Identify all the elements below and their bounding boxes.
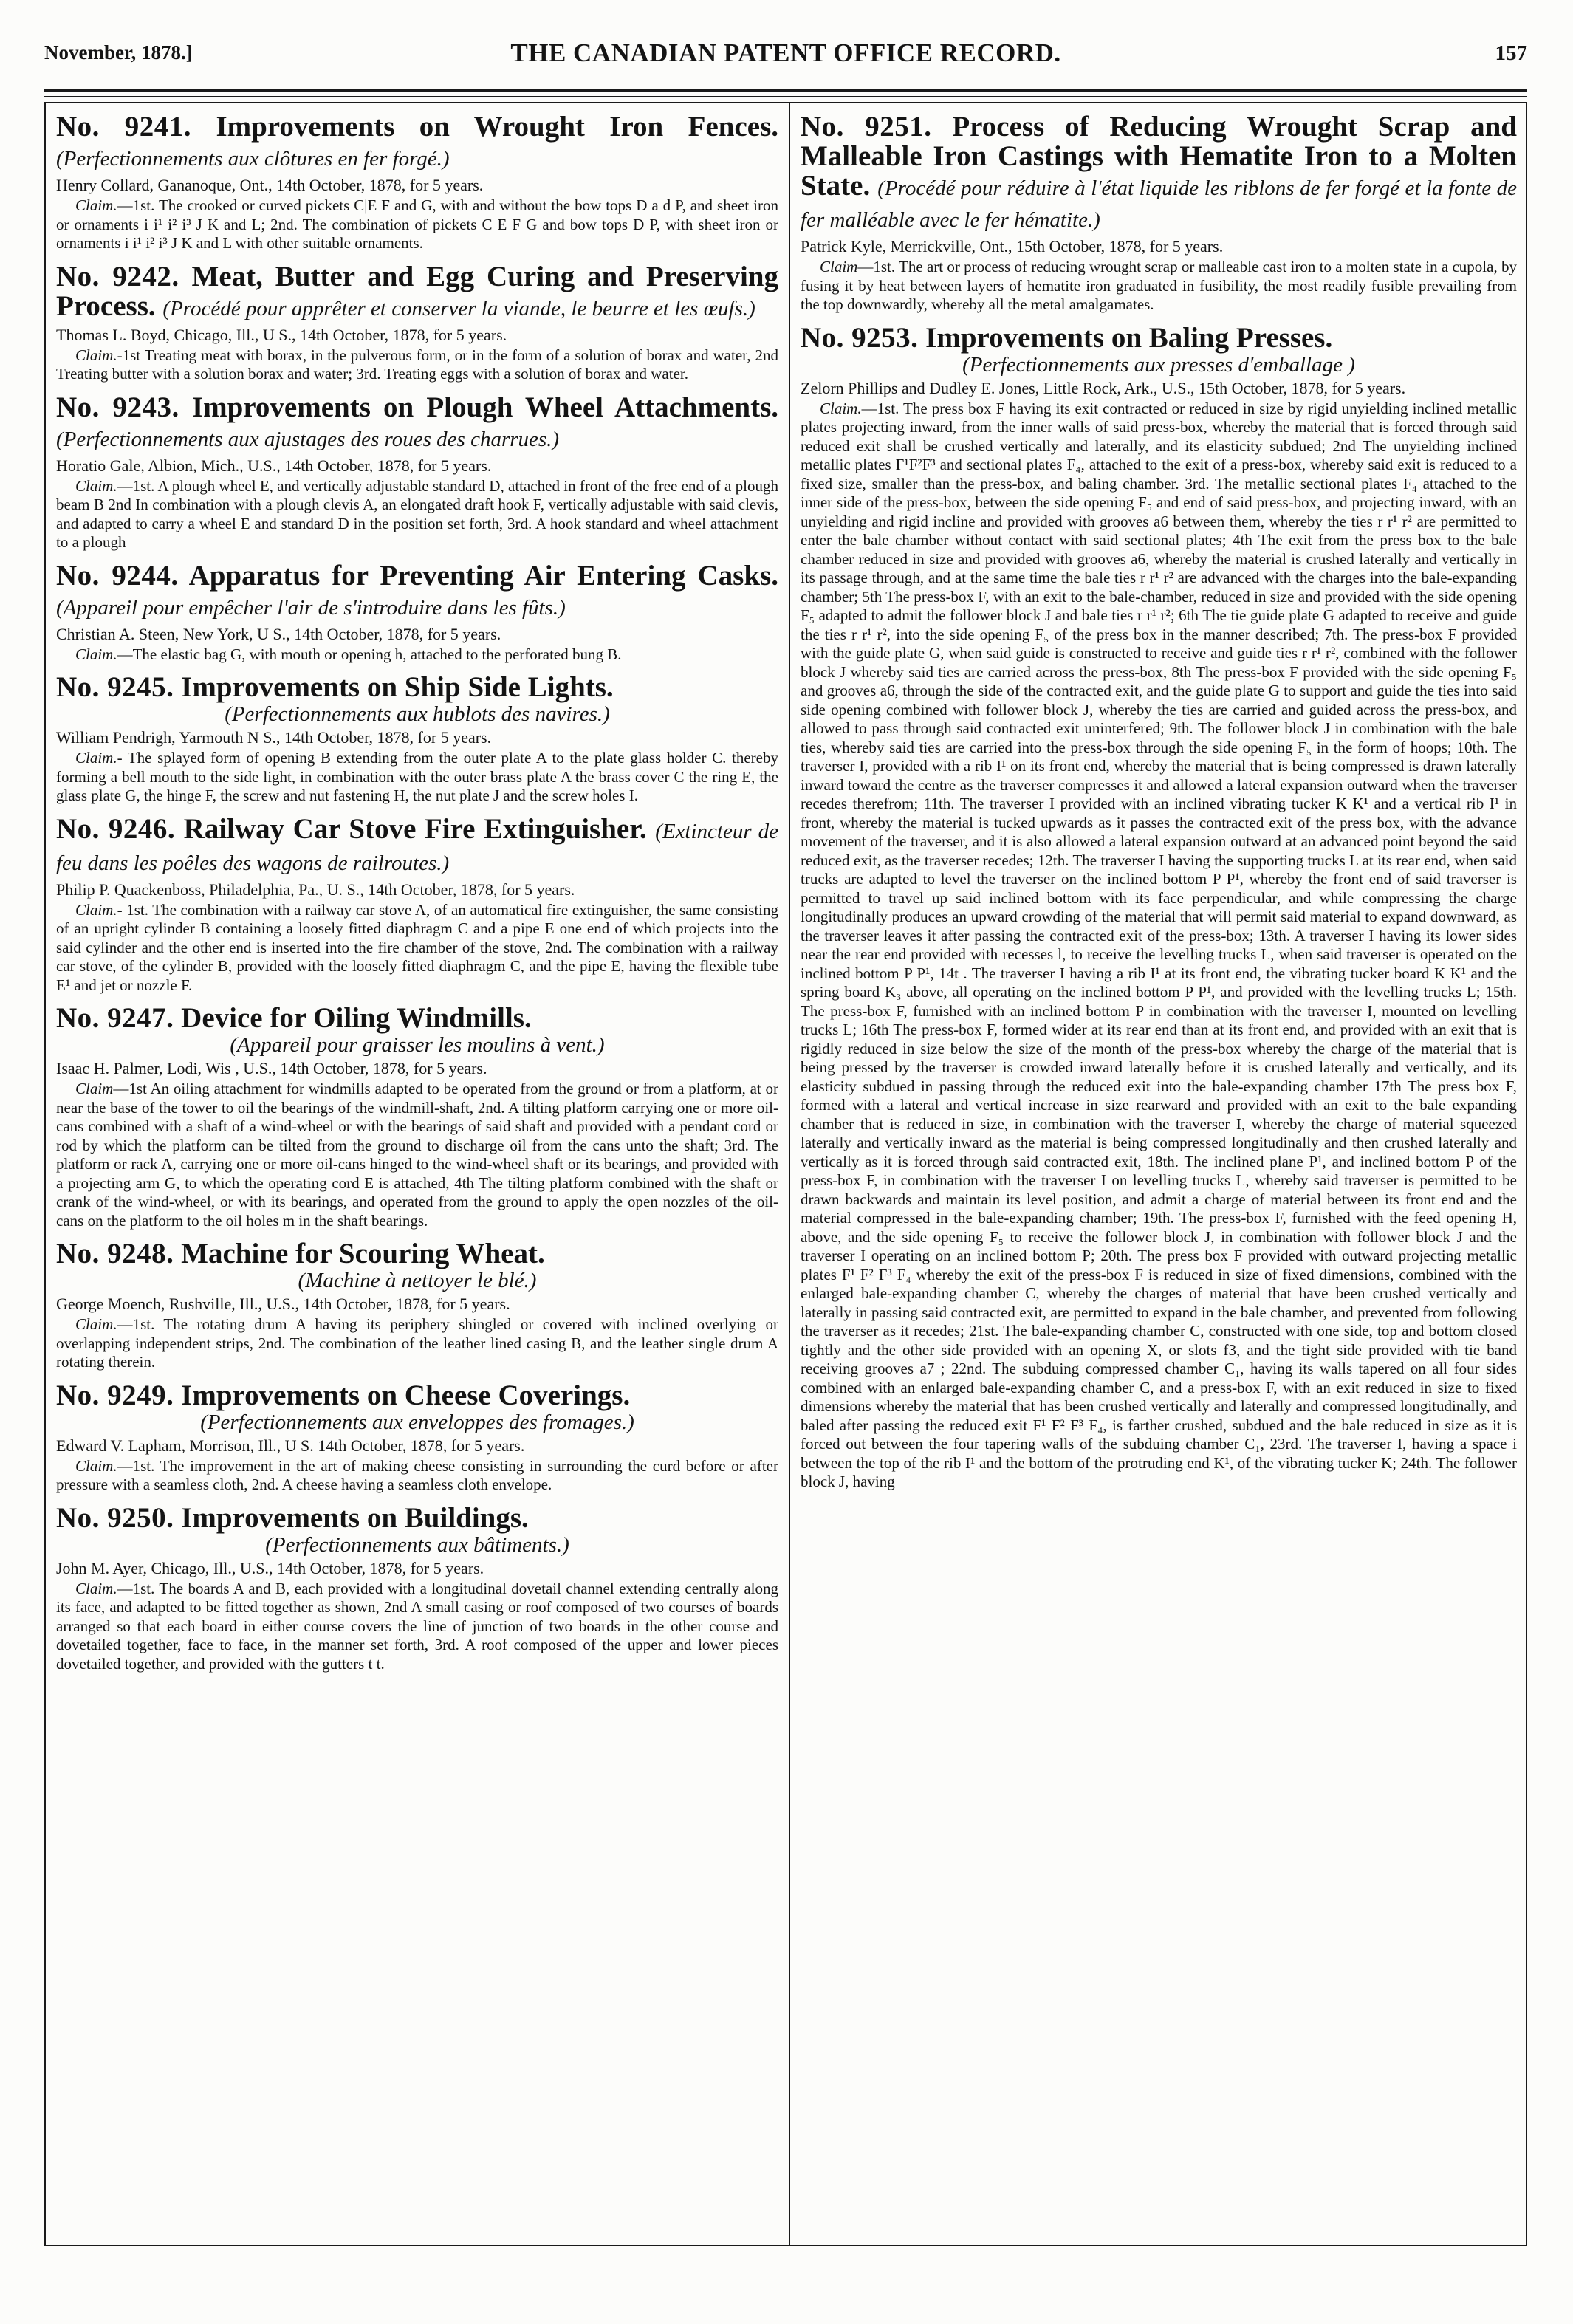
entry-french-title: (Appareil pour empêcher l'air de s'introduire dans les fûts.) [56,595,566,620]
entry-claim [56,1580,778,1674]
entry-number: No. 9253. [801,321,919,354]
entry-claim [56,1457,778,1495]
patent-entry-9245 [56,673,778,806]
entry-claim [801,400,1517,1492]
entry-heading [801,112,1517,235]
entry-claim [56,346,778,384]
patent-entry-9246 [56,812,778,995]
entry-number: No. 9248. [56,1238,174,1269]
entry-patentee: Christian A. Steen, New York, U S., 14th October, 1878, for 5 years. [56,624,501,643]
entry-patentee: William Pendrigh, Yarmouth N S., 14th October, 1878, for 5 years. [56,728,492,747]
left-column [56,112,778,2239]
entry-patentee: Patrick Kyle, Merrickville, Ont., 15th October, 1878, for 5 years. [801,237,1224,256]
entry-claim [56,645,778,665]
entry-heading [56,112,778,174]
claim-label: Claim. [75,1456,117,1475]
entry-french-title: (Extincteur de feu dans les poêles des wagons de railroutes.) [56,819,778,875]
entry-number: No. 9250. [56,1501,174,1534]
entry-title: Device for Oiling Windmills. [181,1002,532,1034]
entry-number: No. 9247. [56,1002,174,1034]
entry-patentee: Henry Collard, Gananoque, Ont., 14th October, 1878, for 5 years. [56,176,484,194]
entry-french-title: (Perfectionnements aux presses d'emballage ) [962,352,1355,377]
entry-title: Improvements on Wrought Iron Fences. [216,112,778,143]
claim-label: Claim [820,258,858,275]
entry-number: No. 9246. [56,812,176,845]
patent-entry-9253 [801,323,1517,1492]
entry-patentee: Isaac H. Palmer, Lodi, Wis , U.S., 14th October, 1878, for 5 years. [56,1059,487,1077]
running-head [44,38,1527,78]
entry-french-title: (Procédé pour réduire à l'état liquide les riblons de fer forgé et la fonte de fer malléable avec le fer hématite.) [801,176,1517,232]
entry-heading [56,1004,778,1033]
entry-title: Improvements on Buildings. [181,1501,529,1534]
entry-title: Meat, Butter and Egg Curing and Preserving Process. [56,260,778,322]
claim-text: —1st. The improvement in the art of making cheese consisting in surrounding the curd before or after pressure with a seamless cloth, 2nd. A cheese having a seamless cloth envelope. [56,1456,778,1493]
entry-french-title: (Perfectionnements aux ajustages des roues des charrues.) [56,427,560,451]
column-divider [789,102,790,2246]
entry-number: No. 9249. [56,1379,174,1411]
entry-title: Improvements on Plough Wheel Attachments. [191,391,778,423]
claim-text: —1st. The boards A and B, each provided with a longitudinal dovetail channel extending centrally along its face, and adapted to be fitted together as shown, 2nd A small casing or roof composed of two courses of boards arranged so that each board in either course covers the line of junction of two boards in the other course and dovetailed together, face to face, in the manner set forth, 3rd. A roof composed of the upper and lower pieces dovetailed together, and provided with the gutters t t. [56,1579,778,1673]
entry-claim [56,196,778,253]
claim-label: Claim. [75,900,117,919]
header-rule-heavy [44,89,1527,92]
entry-patentee: John M. Ayer, Chicago, Ill., U.S., 14th October, 1878, for 5 years. [56,1558,484,1577]
entry-patentee: George Moench, Rushville, Ill., U.S., 14th October, 1878, for 5 years. [56,1295,510,1313]
patent-entry-9250 [56,1501,778,1674]
patent-entry-9241 [56,112,778,253]
entry-heading [56,1381,778,1410]
entry-title: Improvements on Cheese Coverings. [181,1379,631,1411]
page-number: 157 [1495,41,1527,65]
entry-heading [56,262,778,323]
claim-label: Claim [75,1080,114,1097]
entry-number: No. 9244. [56,559,179,592]
patent-entry-9249 [56,1381,778,1495]
entry-number: No. 9242. [56,260,179,292]
entry-number: No. 9241. [56,112,192,143]
entry-title: Improvements on Baling Presses. [925,321,1333,354]
entry-number: No. 9245. [56,671,174,703]
entry-heading [56,561,778,623]
claim-label: Claim. [75,749,117,767]
entry-french-title: (Perfectionnements aux enveloppes des fromages.) [200,1410,634,1434]
entry-french-title: (Procédé pour apprêter et conserver la viande, le beurre et les œufs.) [162,296,755,321]
header-rule-light [44,96,1527,97]
claim-label: Claim. [75,645,117,663]
entry-heading [801,323,1517,353]
claim-text: —The elastic bag G, with mouth or opening h, attached to the perforated bung B. [117,645,622,663]
patent-entry-9242 [56,262,778,384]
entry-patentee: Edward V. Lapham, Morrison, Ill., U S. 14th October, 1878, for 5 years. [56,1436,525,1455]
entry-claim [56,1080,778,1230]
entry-heading [56,673,778,702]
entry-french-title: (Perfectionnements aux bâtiments.) [265,1532,569,1557]
entry-number: No. 9243. [56,391,179,423]
claim-label: Claim. [820,399,862,417]
claim-text: - 1st. The combination with a railway car stove A, of an automatical fire extinguisher, the same consisting of an upright cylinder B containing a loosely fitted diaphragm C and a pipe E one end of which projects into the said cylinder and the other end is inserted into the fire chamber of the stove, 2nd. The combination with a railway car stove, of the cylinder B, provided with the loosely fitted diaphragm C, and the pipe E, having the flexible tube E¹ and jet or nozzle F. [56,900,778,994]
claim-text: —1st. The press box F having its exit contracted or reduced in size by rigid unyielding inclined metallic plates projecting inward, from the inner walls of said press-box, whereby the material that is forced through said reduced exit shall be crushed vertically and laterally, and its elasticity subdued; 2nd The unyielding inclined metallic plates F¹F²F³ and sectional plates F₄, attached to the exit of a press-box, whereby said exit is reduced to a fixed size, smaller than the press-box, and baling chamber. 3rd. The metallic sectional plates F₄ attached to the inner side of the press-box, between the side opening F₅ and end of said press-box, and projecting inward, with an unyielding and rigid incline and provided with grooves a6 between them, whereby the ties r r¹ r² are permitted to enter the bale chamber without contact with said sectional plates; 4th The exit from the press box to the bale chamber reduced in size and provided with grooves a6, whereby the material is crushed laterally and vertically in its passage through, and at the same time the bale ties r r¹ r² are advanced with the charges into the bale-expanding chamber; 5th The press-box F, with an exit to the bale-chamber, reduced in size and provided with the side opening F₅ adapted to admit the follower block J and bale ties r r¹ r²; 6th The tie guide plate G adapted to receive and guide the ties r r¹ r², into the side opening F₅ of the press box in the manner described; 7th. The press-box F provided with the guide plate G, when said guide is constructed to receive and guide ties r r¹ r², combined with the follower block J whereby said ties are carried across the press-box, 8th The press-box F provided with the side opening F₅ and grooves a6, through the side of the contracted exit, and the guide plate G to support and guide the ties into said side opening combined with follower block J, whereby the ties are carried and guided across the press-box, and allowed to pass through said contracted exit uninterfered; 9th. The follower block J in combination with the bale ties, whereby said ties are carried into the press-box through the side opening F₅ in the form of hoops; 10th. The traverser I, provided with a rib I¹ on its front end, whereby the material that is being compressed is drawn laterally inward toward the centre as the traverser compresses it and allowed a lateral expansion outward when the traverser recedes therefrom; 11th. The traverser I provided with an inclined vibrating tucker K K¹ and a vertical rib I¹ in front, whereby the material is tucked upwards as it passes the contracted exit of the press box, with the advance movement of the traverser, and it is also allowed a lateral expansion outward at an advanced point beyond the said reduced exit, as the traverser recedes; 12th. The traverser I having the supporting trucks L at its rear end, when said trucks are adapted to level the traverser on the inclined bottom P P¹, whereby the front end of said traverser is permitted to travel up said inclined bottom with its face perpendicular, and while compressing the charge longitudinally produces an upward crowding of the material that will permit said material to expand downward, as the traverser leaves it after passing the contracted exit of the press-box; 13th. A traverser I having its lower sides near the rear end provided with recesses l, to receive the levelling trucks L, when said traverser is operated on the inclined bottom P P¹, 14t . The traverser I having a rib I¹ at its front end, the vibrating tucker board K K¹ and the spring board K₃ above, all operating on the inclined bottom P P¹, and provided with the levelling trucks L; 15th. The press-box F, furnished with an inclined bottom P in combination with the traverser I, mounted on levelling trucks L; 16th The press-box F, formed wider at its rear end than at its front end, and provided with an exit that is rigidly reduced in size below the size of the month of the press-box whereby the charge of the material that is being pressed by the traverser is crowded inward laterally before it is crushed laterally and vertically, and its elasticity subdued in passing through the reduced exit into the bale-expanding chamber 17th The press box F, formed with a lateral and vertical increase in size rearward and provided with an exit to the bale expanding chamber that is reduced in size, in combination with the traverser I, whereby the charge of material squeezed laterally and vertically inward as the material is being compressed longitudinally and then crushed laterally and vertically as it is forced through said contracted exit, 18th. The inclined plane P¹, and inclined bottom P of the press-box F, in combination with the traverser I on levelling trucks L, whereby said traverser is permitted to be drawn backwards and maintain its level position, and admit a charge of material between its front end and the material compressed in the bale-expanding chamber; 19th. The press-box F, furnished with the feed opening H, above, and the side opening F₅ to receive the follower block J, in combination with follower block J and the traverser I operating on an inclined bottom P; 20th. The press box F provided with outward projecting metallic plates F¹ F² F³ F₄ whereby the exit of the press-box F is reduced in size of fixed dimensions, combined with the enlarged bale-expanding chamber C, whereby the charges of material that have been crushed vertically and laterally in passing said contracted exit, are permitted to expand in the bale chamber, and prevented from following the traverser as it recedes; 21st. The bale-expanding chamber C, constructed with one side, top and bottom closed tightly and the other side provided with an opening X, or slots f3, and the tight side provided with tie band receiving grooves a7 ; 22nd. The subduing compressed chamber C₁, having its walls tapered on all four sides combined with an enlarged bale-expanding chamber C, and a press-box F, with an exit reduced in size to fixed dimensions whereby the material that has been crushed vertically and laterally and compressed longitudinally, and baled after passing the reduced exit F¹ F² F³ F₄, is farther crushed, subdued and the bale reduced in size as it is forced out between the four tapering walls of the subduing chamber C₁, 23rd. The traverser I, having a space i between the top of the rib I¹ and the bottom of the protruding end K¹, of the vibrating tucker K; 24th. The follower block J, having [801,399,1517,1490]
entry-title: Apparatus for Preventing Air Entering Casks. [188,559,778,592]
entry-french-title: (Machine à nettoyer le blé.) [298,1269,537,1292]
claim-text: —1st An oiling attachment for windmills adapted to be operated from the ground or from a platform, at or near the base of the tower to oil the bearings of the windmill-shaft, 2nd. A tilting platform carrying one or more oil-cans combined with a shaft of a wind-wheel or with the bearings of said shaft and provided with a pendant cord or rod by which the platform can be tilted from the ground to discharge oil from the cans unto the shaft; 3rd. The platform or rack A, carrying one or more oil-cans hinged to the wind-wheel shaft or its bearings, and provided with a projecting arm G, to which the operating cord E is attached, 4th The tilting platform combined with the shaft or crank of the wind-wheel, or with its bearings, and operated from the ground to apply the open nozzles of the oil-cans on the platform to the oil holes m in the shaft bearings. [56,1080,778,1230]
claim-label: Claim. [75,1579,117,1597]
right-column [801,112,1517,2239]
entry-claim [56,477,778,552]
patent-entry-9243 [56,393,778,552]
entry-patentee: Philip P. Quackenboss, Philadelphia, Pa., U. S., 14th October, 1878, for 5 years. [56,880,575,899]
entry-heading [56,1239,778,1269]
entry-claim [801,258,1517,315]
claim-label: Claim. [75,476,117,495]
entry-title: Process of Reducing Wrought Scrap and Malleable Iron Castings with Hematite Iron to a Molten State. [801,112,1517,202]
entry-french-title: (Appareil pour graisser les moulins à vent.) [230,1033,605,1057]
patent-entry-9247 [56,1004,778,1230]
journal-title: THE CANADIAN PATENT OFFICE RECORD. [510,38,1061,67]
issue-date: November, 1878.] [44,41,193,64]
entry-patentee: Zelorn Phillips and Dudley E. Jones, Little Rock, Ark., U.S., 15th October, 1878, for 5 years. [801,378,1406,397]
entry-french-title: (Perfectionnements aux hublots des navires.) [225,702,610,726]
claim-text: —1st. A plough wheel E, and vertically adjustable standard D, attached in front of the free end of a plough beam B 2nd In combination with a plough clevis A, an elongated draft hook F, vertically adjustable with said clevis, and adapted to carry a wheel E and standard D in the position set forth, 3rd. A hook standard and wheel attachment to a plough [56,476,778,551]
claim-label: Claim. [75,346,117,364]
entry-claim [56,1315,778,1372]
entry-heading [56,812,778,878]
claim-label: Claim. [75,1315,117,1333]
claim-text: —1st. The art or process of reducing wrought scrap or malleable cast iron to a molten state in a cupola, by fusing it by heat between layers of hematite iron graduated in fusibility, the most readily fusible prevailing from the top downwardly, whereby all the metal amalgamates. [801,258,1517,313]
patent-entry-9244 [56,561,778,665]
entry-title: Machine for Scouring Wheat. [181,1238,545,1269]
claim-text: —1st. The crooked or curved pickets C|E F and G, with and without the bow tops D a d P, and sheet iron or ornaments i i¹ i² i³ J K and L; 2nd. The combination of pickets C E F G and bow tops D P, with sheet iron or ornaments i i¹ i² i³ J K and L with other suitable ornaments. [56,196,778,252]
entry-number: No. 9251. [801,112,932,143]
entry-patentee: Horatio Gale, Albion, Mich., U.S., 14th October, 1878, for 5 years. [56,456,492,475]
claim-text: - The splayed form of opening B extending from the outer plate A to the plate glass holder C. thereby forming a bell mouth to the side light, in combination with the outer brass plate A the brass cover C the ring E, the glass plate G, the hinge F, the screw and nut fastening H, the nut plate J and the screw holes I. [56,749,778,804]
entry-claim [56,749,778,806]
claim-text: -1st Treating meat with borax, in the pulverous form, or in the form of a solution of borax and water, 2nd Treating butter with a solution borax and water; 3rd. Treating eggs with a solution of borax and water. [56,346,778,383]
patent-entry-9251 [801,112,1517,315]
entry-claim [56,901,778,995]
claim-text: —1st. The rotating drum A having its periphery shingled or covered with inclined overlying or overlapping independent strips, 2nd. The combination of the leather lined casing B, and the leather single drum A rotating therein. [56,1315,778,1371]
entry-title: Improvements on Ship Side Lights. [181,671,614,703]
entry-french-title: (Perfectionnements aux clôtures en fer forgé.) [56,147,450,171]
entry-patentee: Thomas L. Boyd, Chicago, Ill., U S., 14th October, 1878, for 5 years. [56,325,507,344]
entry-title: Railway Car Stove Fire Extinguisher. [183,812,647,845]
patent-entry-9248 [56,1239,778,1372]
entry-heading [56,1501,778,1534]
claim-label: Claim. [75,196,117,214]
entry-heading [56,393,778,454]
